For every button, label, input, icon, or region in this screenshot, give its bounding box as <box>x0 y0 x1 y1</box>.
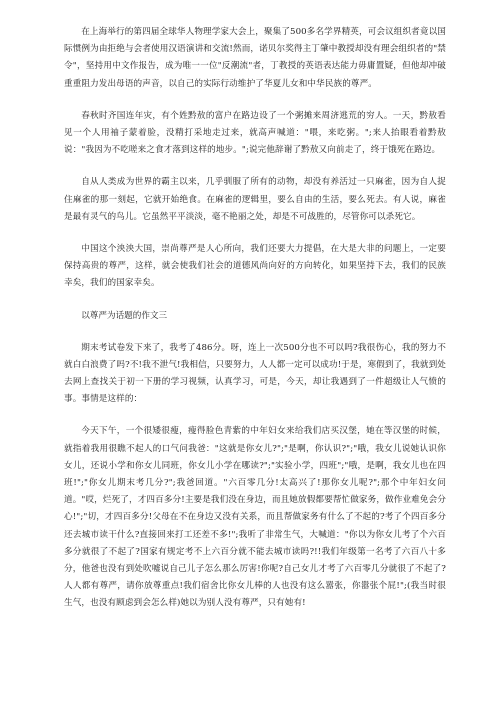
paragraph-china-dignity: 中国这个泱泱大国，崇尚尊严是人心所向，我们还要大力提倡，在大是大非的问题上，一定要保持高贵的尊严，这样，就会使我们社会的道德风尚向好的方向转化，如果坚持下去，我们的民族幸矣，我们的国家幸矣。 <box>64 244 446 289</box>
paragraph-qianao-story: 春秋时齐国连年灾，有个姓黔敖的富户在路边设了一个粥摊来周济逃荒的穷人。一天，黔敖看见一个人用袖子蒙着脸，没精打采地走过来，就高声喊道："喂，来吃粥。";来人抬眼看着黔敖说："我因为不吃嗟来之食才落到这样的地步。";说完他辞谢了黔敖又向前走了，终于饿死在路边。 <box>64 110 446 156</box>
paragraph-hamburger-incident: 今天下午，一个很矮很瘦，瘦得脸色青紫的中年妇女来给我们店买汉堡，她在等汉堡的时候，就指着我用很瞧不起人的口气问我爸："这就是你女儿?";"是啊，你认识?";"哦，我女儿说她认识你女儿，还说小学和你女儿同班，你女儿小学在哪读?";"实验小学，四班";"哦，是啊，我女儿也在四班!";"你女儿期末考几分?";我爸回道。"六百零几分!太高兴了!那你女儿呢?";那个中年妇女问道。"哎，烂死了，才四百多分!主要是我们没在身边，而且她放假都要帮忙做家务，做作业难免会分心!";"切，才四百多分!父母在不在身边又没有关系，而且帮做家务有什么了不起的?考了个四百多分还去城市读干什么?直接回来打工还差不多!";我听了非常生气，大喊道："你以为你女儿考了个六百多分就很了不起了?国家有规定考不上六百分就不能去城市读吗?!!我们年级第一名考了六百八十多分，他爸也没有到处吹嘘说自己儿子怎么那么厉害!你呢?自己女儿才考了六百零几分就很了不起了?人人都有尊严，请你放尊重点!我们宿舍比你女儿棒的人也没有这么嚣张，你嚣张个屁!";(我当时很生气，也没有顾虑到会怎么样)她以为别人没有尊严，只有她有! <box>64 426 446 609</box>
paragraph-exam-result: 期末考试卷发下来了，我考了486分。呀，连上一次500分也不可以吗?我很伤心，我的努力不就白白浪费了吗?不!我不泄气!我相信，只要努力，人人都一定可以成功!于是，寒假到了，我就到处去网上查找关于初一下册的学习视频，认真学习，可是，今天，却让我遇到了一件超级让人气愤的事。事情是这样的： <box>64 342 446 405</box>
paragraph-physicists-conference: 在上海举行的第四届全球华人物理学家大会上，聚集了500多名学界精英，可会议组织者竟以国际惯例为由拒绝与会者使用汉语演讲和交流!然而，诺贝尔奖得主丁肇中教授却没有理会组织者的"禁令"，坚持用中文作报告，成为唯一一位"反潮流"者，丁教授的英语表达能力毋庸置疑，但他却冲破重重阻力发出母语的声音，以自己的实际行动维护了华夏儿女和中华民族的尊严。 <box>64 27 446 89</box>
section-heading: 以尊严为话题的作文三 <box>81 310 168 321</box>
paragraph-sparrow: 自从人类成为世界的霸主以来，几乎驯服了所有的动物，却没有养活过一只麻雀，因为自人捉住麻雀的那一刻起，它就开始绝食。在麻雀的逻辑里，要么自由的生活，要么死去。有人说，麻雀是最有灵气的鸟儿。它虽然平平淡淡，毫不艳丽之处，却是不可战胜的，尽管你可以杀死它。 <box>64 177 446 222</box>
